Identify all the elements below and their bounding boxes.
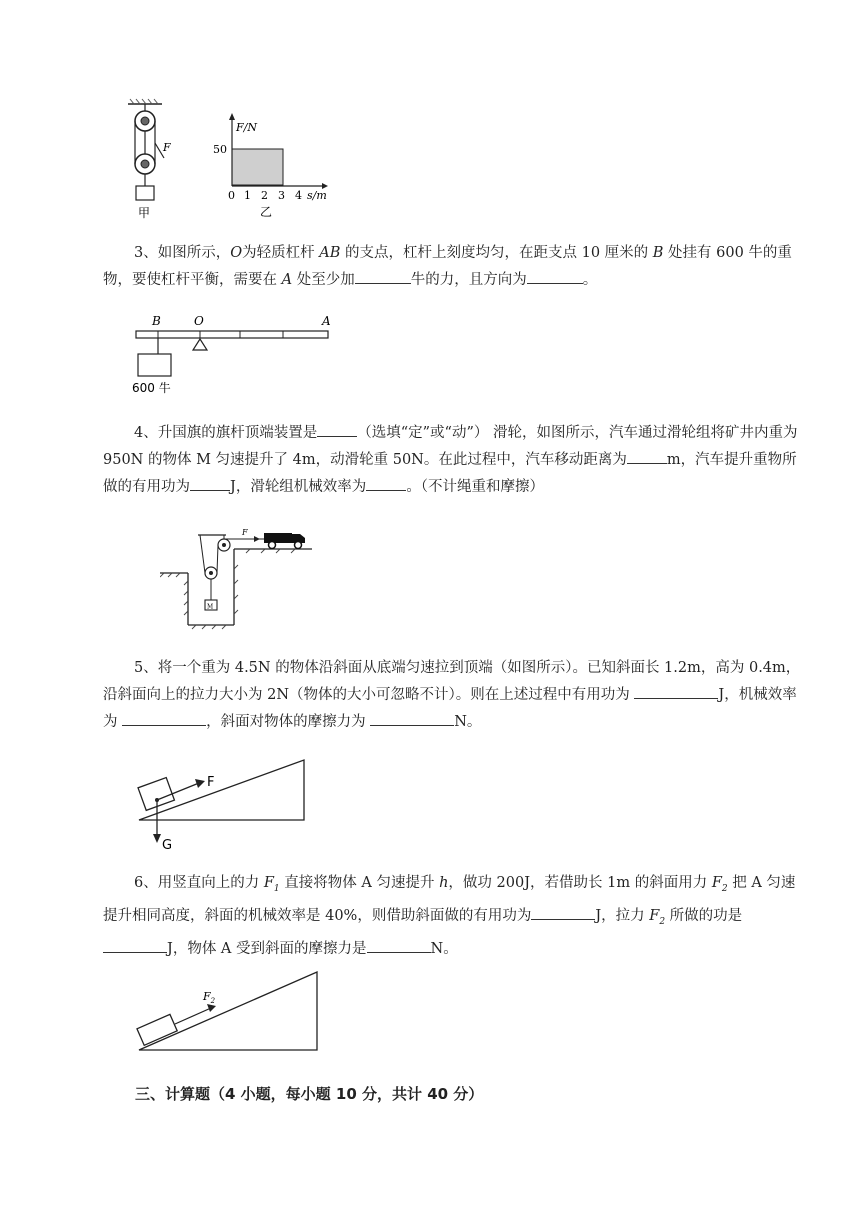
question-6: 6、用竖直向上的力 $F_1$ 直接将物体 A 匀速提升 h，做功 200J，若借助长 1m 的斜面用力 $F_2$ 把 A 匀速提升相同高度，斜面的机械效率是 40%，则借助斜面做的有用功为 J，拉力 $F_2$ 所做的功是J，物体 A 受到斜面的摩擦力是 N。: [103, 875, 796, 957]
question-5: 5、将一个重为 4.5N 的物体沿斜面从底端匀速拉到顶端（如图所示）。已知斜面长 1.2m，高为 0.4m，沿斜面向上的拉力大小为 2N（物体的大小可忽略不计）。则在上述过程中有用功为 J，机械效率为 ，斜面对物体的摩擦力为 N。: [103, 660, 801, 730]
force-f2-label: $F_2$: [203, 990, 216, 1005]
figure-incline-6: [135, 968, 325, 1058]
y-tick-50: 50: [213, 143, 227, 156]
x-tick: 4: [295, 189, 302, 202]
lever-label-b: B: [152, 314, 161, 328]
force-f-label: F: [207, 775, 215, 790]
q4-number: 4、: [134, 425, 158, 441]
x-tick: 0: [228, 189, 235, 202]
answer-blank[interactable]: [103, 938, 167, 953]
answer-blank[interactable]: [355, 269, 411, 284]
answer-blank[interactable]: [531, 905, 595, 920]
q5-number: 5、: [134, 660, 158, 676]
answer-blank[interactable]: [370, 711, 454, 726]
weight-label: 600 牛: [132, 381, 171, 395]
question-4: 4、升国旗的旗杆顶端装置是 （选填“定”或“动”） 滑轮，如图所示，汽车通过滑轮组将矿井内重为 950N 的物体 M 匀速提升了 4m，动滑轮重 50N。在此过程中，汽车移动距离为 m，汽车提升重物所做的有用功为 J，滑轮组机械效率为 。（不计绳重和摩擦）: [103, 420, 803, 501]
answer-blank[interactable]: [634, 684, 718, 699]
figure-incline-5: [135, 756, 310, 851]
x-tick: 1: [244, 189, 251, 202]
lever-label-o: O: [194, 314, 204, 328]
axis-y-label: F/N: [236, 121, 257, 134]
force-f-label: F: [242, 528, 248, 537]
answer-blank[interactable]: [367, 938, 431, 953]
figure-lever: [128, 310, 338, 400]
figure-graph-yi: [210, 108, 335, 223]
label-jia: 甲: [138, 206, 151, 220]
q3-number: 3、: [134, 245, 158, 261]
work-shaded-area: [232, 149, 283, 185]
axis-x-label: s/m: [307, 189, 327, 202]
force-label: F: [163, 141, 171, 154]
label-yi: 乙: [260, 205, 273, 219]
figure-pulley-jia: [120, 98, 190, 223]
answer-blank[interactable]: [366, 476, 406, 491]
answer-blank[interactable]: [122, 711, 206, 726]
question-3: 3、如图所示，O为轻质杠杆 AB 的支点，杠杆上刻度均匀，在距支点 10 厘米的 B 处挂有 600 牛的重物，要使杠杆平衡，需要在 A 处至少加 牛的力，且方向为 。: [103, 245, 792, 288]
x-tick: 3: [278, 189, 285, 202]
x-tick: 2: [261, 189, 268, 202]
truck: [264, 533, 292, 543]
answer-blank[interactable]: [317, 422, 357, 437]
section-heading: 三、计算题（4 小题，每小题 10 分，共计 40 分）: [135, 1085, 484, 1103]
lever-label-a: A: [322, 314, 331, 328]
answer-blank[interactable]: [190, 476, 230, 491]
answer-blank[interactable]: [627, 449, 667, 464]
object-m-label: M: [207, 603, 214, 611]
answer-blank[interactable]: [527, 269, 583, 284]
figure-mine-pulley: [160, 525, 315, 635]
q6-number: 6、: [134, 875, 158, 891]
gravity-g-label: G: [162, 838, 173, 851]
